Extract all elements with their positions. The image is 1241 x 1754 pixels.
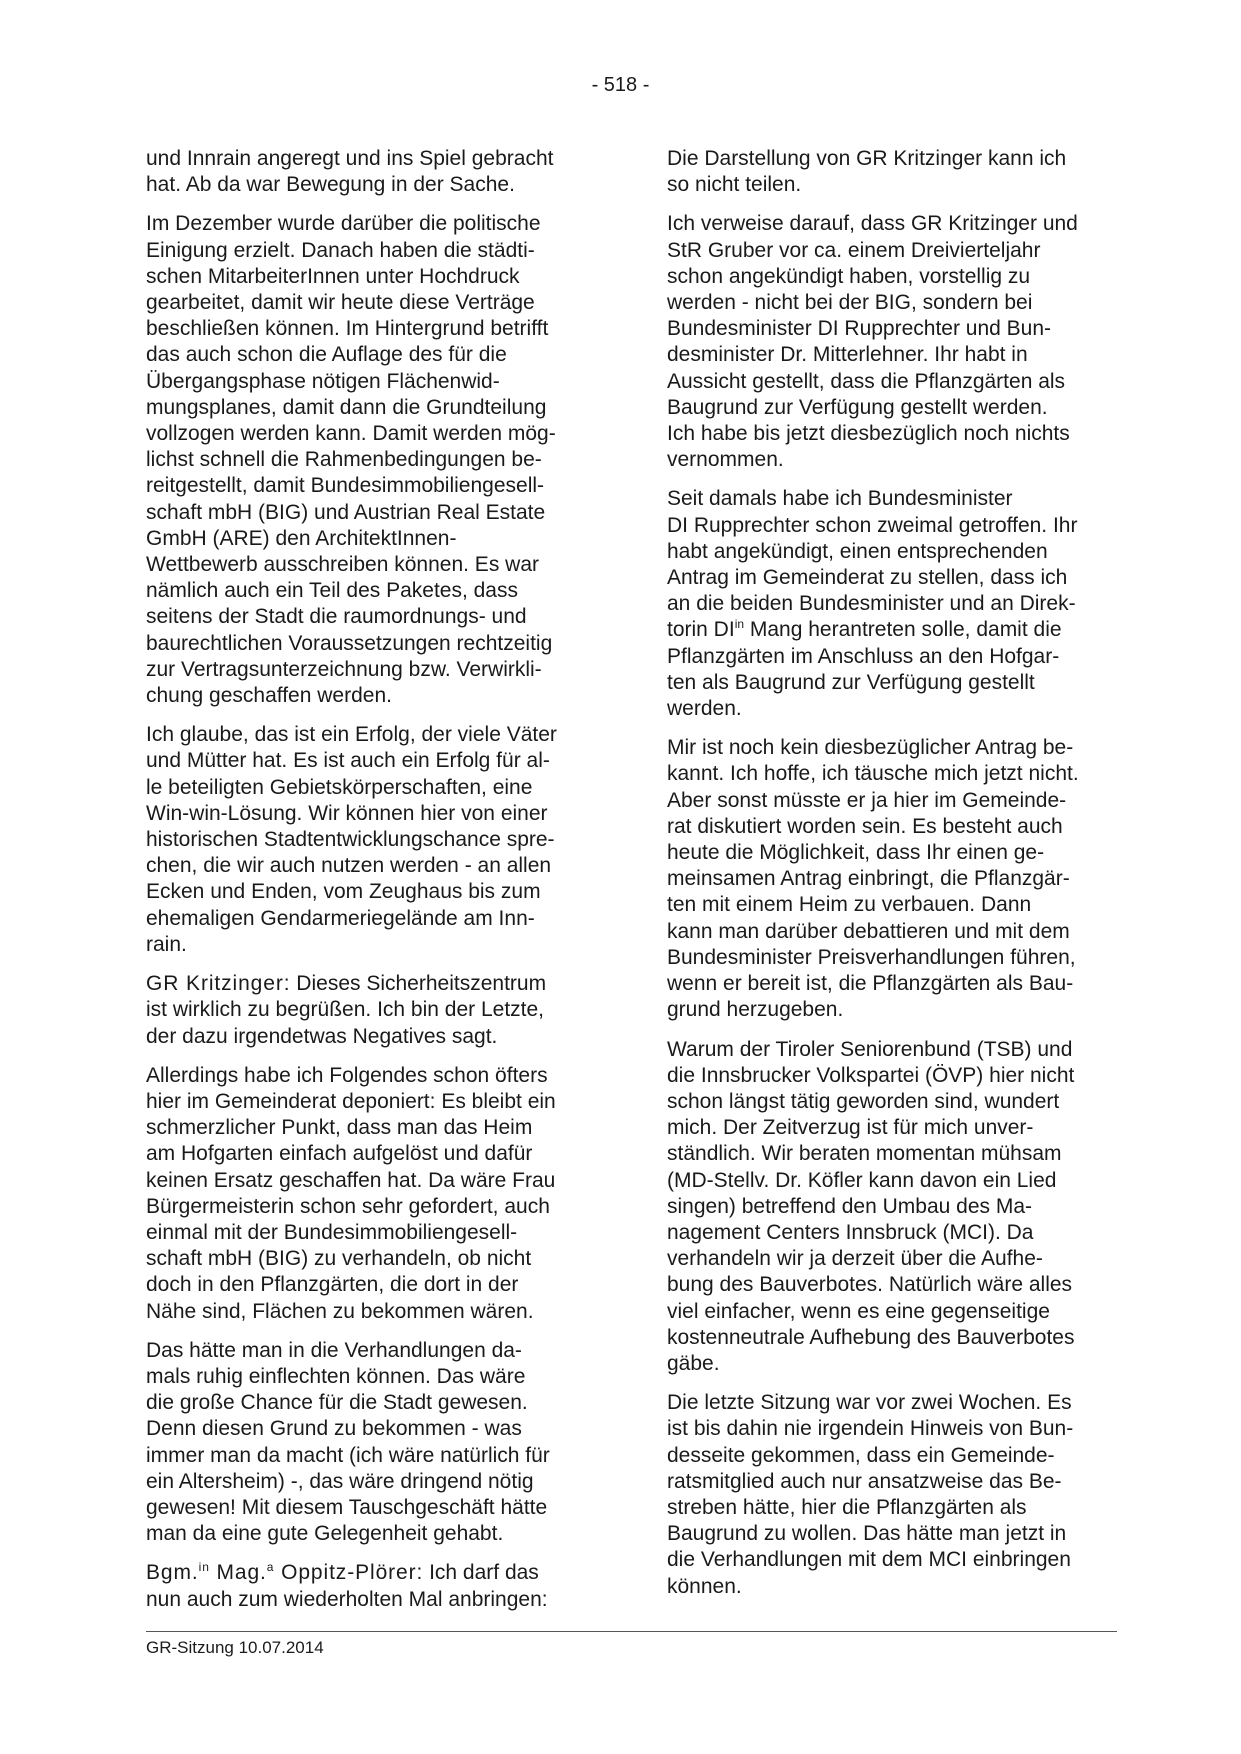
speaker-surname: Oppitz-Plörer: bbox=[274, 1561, 424, 1585]
paragraph: Das hätte man in die Verhandlungen da- mals ruhig einflechten können. Das wäre die große Chance für die Stadt gewesen. Denn diesen Grund zu bekommen - was immer man da macht (ich wäre natürlich für ein Altersheim) -, das wäre dringend nötig gewesen! Mit diesem Tauschgeschäft hätte man da eine gute Gelegenheit gehabt. bbox=[146, 1338, 550, 1546]
paragraph: Mir ist noch kein diesbezüglicher Antrag be- kannt. Ich hoffe, ich täusche mich jetzt nicht. Aber sonst müsste er ja hier im Gemeinde- rat diskutiert worden sein. Es besteht auch heute die Möglichkeit, dass Ihr einen ge- meinsamen Antrag einbringt, die Pflanzgär- ten mit einem Heim zu verbauen. Dann kann man darüber debattieren und mit dem Bundesminister Preisverhandlungen führen, wenn er bereit ist, die Pflanzgärten als Bau- grund herzugeben. bbox=[667, 736, 1079, 1022]
paragraph: Warum der Tiroler Seniorenbund (TSB) und die Innsbrucker Volkspartei (ÖVP) hier nicht schon längst tätig geworden sind, wundert mich. Der Zeitverzug ist für mich unver- ständlich. Wir beraten momentan mühsam (MD-Stellv. Dr. Köfler kann davon ein Lied singen) betreffend den Umbau des Ma- nagement Centers Innsbruck (MCI). Da verhandeln wir ja derzeit über die Aufhe- bung des Bauverbotes. Natürlich wäre alles viel einfacher, wenn es eine gegenseitige kostenneutrale Aufhebung des Bauverbotes gäbe. bbox=[667, 1037, 1075, 1375]
paragraph: Die letzte Sitzung war vor zwei Wochen. Es ist bis dahin nie irgendein Hinweis von Bun- desseite gekommen, dass ein Gemeinde- ratsmitglied auch nur ansatzweise das Be- streben hätte, hier die Pflanzgärten als Baugrund zu wollen. Das hätte man jetzt in die Verhandlungen mit dem MCI einbringen können. bbox=[667, 1391, 1074, 1598]
speech-paragraph bbox=[146, 1560, 596, 1612]
paragraph: Ich verweise darauf, dass GR Kritzinger und StR Gruber vor ca. einem Dreivierteljahr schon angekündigt haben, vorstellig zu werden - nicht bei der BIG, sondern bei Bundesminister DI Rupprechter und Bun- desminister Dr. Mitterlehner. Ihr habt in Aussicht gestellt, dass die Pflanzgärten als Baugrund zur Verfügung gestellt werden. Ich habe bis jetzt diesbezüglich noch nichts vernommen. bbox=[667, 212, 1078, 472]
text-run: Mang herantreten solle, damit die Pflanzgärten im Anschluss an den Hofgar- ten als Baugrund zur Verfügung gestellt werden. bbox=[667, 618, 1062, 721]
paragraph bbox=[667, 486, 1117, 722]
speaker-name: GR Kritzinger: bbox=[146, 972, 291, 996]
speaker-title-mag: Mag. bbox=[209, 1561, 267, 1585]
superscript: in bbox=[734, 617, 745, 632]
page-number: - 518 - bbox=[591, 74, 650, 96]
superscript: a bbox=[266, 1560, 275, 1575]
speaker-title-bgm: Bgm. bbox=[146, 1561, 199, 1585]
paragraph: Die Darstellung von GR Kritzinger kann ich so nicht teilen. bbox=[667, 147, 1067, 197]
paragraph: und Innrain angeregt und ins Spiel gebracht hat. Ab da war Bewegung in der Sache. bbox=[146, 147, 554, 197]
speech-text: Dieses Sicherheitszentrum ist wirklich zu begrüßen. Ich bin der Letzte, der dazu irgendetwas Negatives sagt. bbox=[146, 972, 547, 1048]
speaker-name bbox=[146, 1561, 423, 1584]
superscript: in bbox=[198, 1560, 210, 1575]
text-run: Seit damals habe ich Bundesminister DI Rupprechter schon zweimal getroffen. Ihr habt angekündigt, einen entsprechenden Antrag im Gemeinderat zu stellen, dass ich an die beiden Bundesminister und an Direk- torin DI bbox=[667, 487, 1078, 642]
paragraph: Ich glaube, das ist ein Erfolg, der viele Väter und Mütter hat. Es ist auch ein Erfolg für al- le beteiligten Gebietskörperschaften, eine Win-win-Lösung. Wir können hier von einer historischen Stadtentwicklungschance spre- chen, die wir auch nutzen werden - an allen Ecken und Enden, vom Zeughaus bis zum ehemaligen Gendarmeriegelände am Inn- rain. bbox=[146, 723, 557, 956]
footer-session-date: GR-Sitzung 10.07.2014 bbox=[146, 1638, 324, 1657]
footer-divider bbox=[146, 1631, 1117, 1632]
paragraph: Im Dezember wurde darüber die politische Einigung erzielt. Danach haben die städti- schen MitarbeiterInnen unter Hochdruck gearbeitet, damit wir heute diese Verträge beschließen können. Im Hintergrund betrifft das auch schon die Auflage des für die Übergangsphase nötigen Flächenwid- mungsplanes, damit dann die Grundteilung vollzogen werden kann. Damit werden mög- lichst schnell die Rahmenbedingungen be- reitgestellt, damit Bundesimmobiliengesell- schaft mbH (BIG) und Austrian Real Estate GmbH (ARE) den ArchitektInnen- Wettbewerb ausschreiben können. Es war nämlich auch ein Teil des Paketes, dass seitens der Stadt die raumordnungs- und baurechtlichen Voraussetzungen rechtzeitig zur Vertragsunterzeichnung bzw. Verwirkli- chung geschaffen werden. bbox=[146, 212, 556, 708]
paragraph: Allerdings habe ich Folgendes schon öfters hier im Gemeinderat deponiert: Es bleibt ein schmerzlicher Punkt, dass man das Heim am Hofgarten einfach aufgelöst und dafür keinen Ersatz geschaffen hat. Da wäre Frau Bürgermeisterin schon sehr gefordert, auch einmal mit der Bundesimmobiliengesell- schaft mbH (BIG) zu verhandeln, ob nicht doch in den Pflanzgärten, die dort in der Nähe sind, Flächen zu bekommen wären. bbox=[146, 1063, 556, 1323]
speech-paragraph bbox=[146, 971, 596, 1050]
speech-text: Ich darf das nun auch zum wiederholten Mal anbringen: bbox=[146, 1561, 548, 1611]
right-column bbox=[667, 146, 1117, 1613]
left-column bbox=[146, 146, 596, 1626]
